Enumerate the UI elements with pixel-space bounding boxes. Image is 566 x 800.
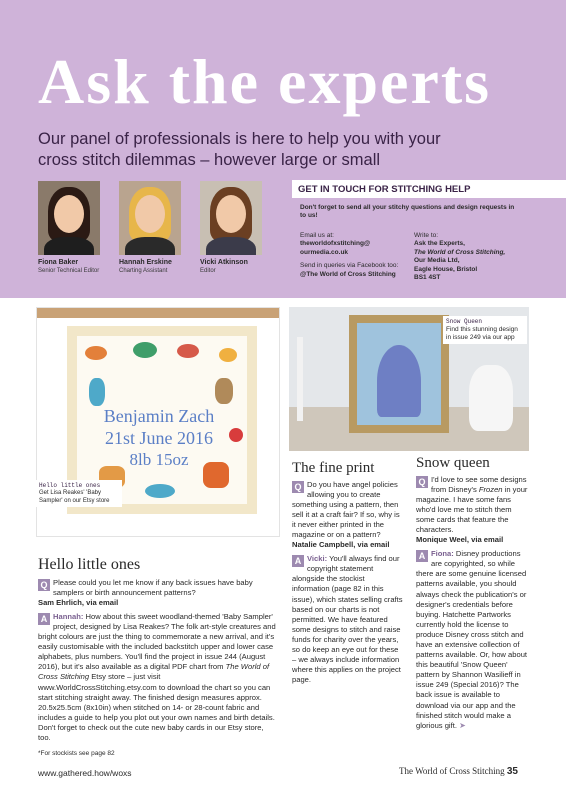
facebook-label: Send in queries via Facebook too:: [300, 262, 399, 270]
caption-text: Find this stunning design in issue 249 via our app: [446, 325, 518, 341]
question-block: [416, 475, 531, 536]
write-to: Ask the Experts,: [414, 240, 465, 248]
expert-name: Vicki Atkinson: [200, 259, 248, 266]
contact-intro: Don't forget to send all your stitchy questions and design requests in to us!: [300, 204, 515, 220]
expert-photo: [119, 181, 181, 255]
expert-role: Editor: [200, 268, 216, 274]
question-signature: Sam Ehrlich, via email: [38, 597, 119, 607]
answer-block: [416, 549, 531, 731]
answer-text: How about this sweet woodland-themed 'Baby Sampler' project, designed by Lisa Reakes? The folk art-style creatures and bright colours are just the thing to commemorate a new arrival, and it's easily customisable with the included backstitch upper and lower case alphabets, plus numbers. You'll find the project in issue 244 (August 2016), but it's also available as a digital PDF chart from: [38, 611, 276, 672]
question-text: I'd love to see some designs from Disney's: [431, 474, 527, 494]
question-film: Frozen: [478, 484, 503, 494]
hedgehog-motif: [145, 484, 175, 498]
facebook-handle[interactable]: @The World of Cross Stitching: [300, 270, 396, 278]
article-heading: The fine print: [292, 460, 375, 476]
email-address[interactable]: theworldofxstitching@ ourmedia.co.uk: [300, 240, 371, 256]
q-icon: Q: [292, 481, 304, 493]
expert-name: Hannah Erskine: [119, 259, 172, 266]
page-title: Ask the experts: [38, 46, 492, 117]
caption-hello: [36, 480, 122, 507]
answer-lead: Vicki:: [307, 554, 328, 564]
write-label: Write to:: [414, 232, 439, 239]
caption-text: Get Lisa Reakes' 'Baby Sampler' on our Etsy store: [39, 489, 110, 504]
answer-lead: Fiona:: [431, 549, 454, 559]
article-snow-queen: [416, 455, 531, 731]
fox-motif: [203, 462, 229, 488]
contact-postal: [414, 232, 554, 283]
page-subtitle: Our panel of professionals is here to help you with your cross stitch dilemmas – however large or small: [38, 130, 441, 170]
answer-block: [292, 554, 404, 685]
a-icon: A: [416, 550, 428, 562]
leaf-motif: [133, 342, 157, 358]
question-block: [38, 578, 276, 598]
bird-motif: [177, 344, 199, 358]
footer-url[interactable]: www.gathered.how/woxs: [38, 768, 132, 778]
answer-text: Disney productions are copyrighted, so while there are some genuine licensed patterns available, you should always check the publication's or designer's credentials before buying. Hatchette Partworks currently hold the license to produce Disney cross stitch and have an extensive collection of patterns available. Or, how about this beautiful 'Snow Queen' pattern by Shannon Wasilieff in issue 249 (Special 2016)? The back issue is available to download via our app and the finished stitch would make a glorious gift.: [416, 549, 528, 730]
expert-photo: [38, 181, 100, 255]
footer-magazine: [399, 766, 518, 777]
expert-name: Fiona Baker: [38, 259, 79, 266]
answer-block: [38, 612, 276, 743]
rabbit-motif: [89, 378, 105, 406]
address-line: Our Media Ltd,: [414, 257, 460, 265]
answer-lead: Hannah:: [53, 611, 84, 621]
contact-online: [300, 232, 408, 279]
q-icon: Q: [38, 579, 50, 591]
sampler-weight: 8lb 15oz: [129, 450, 189, 469]
address-line: BS1 4ST: [414, 274, 441, 282]
snow-queen-figure: [377, 345, 421, 417]
contact-box: [292, 180, 566, 290]
question-text: Do you have angel policies allowing you to create something using a pattern, then sell it at a craft fair? If so, why is it never either printed in the magazine or on a pattern?: [292, 479, 400, 539]
expert-vicki: [200, 181, 292, 274]
expert-role: Senior Technical Editor: [38, 268, 100, 274]
question-signature: Natalie Campbell, via email: [292, 540, 390, 550]
article-fine-print: [292, 460, 404, 685]
caption-title: Snow Queen: [446, 318, 483, 325]
contact-heading: GET IN TOUCH FOR STITCHING HELP: [292, 180, 566, 198]
leaf-motif: [85, 346, 107, 360]
owl-motif: [215, 378, 233, 404]
email-label: Email us at:: [300, 232, 334, 239]
address-line: Eagle House, Bristol: [414, 265, 478, 273]
caption-title: Hello little ones: [39, 482, 101, 489]
white-jug: [469, 365, 513, 431]
question-signature: Monique Weel, via email: [416, 535, 504, 545]
magazine-name: The World of Cross Stitching,: [414, 248, 506, 256]
q-icon: Q: [416, 476, 428, 488]
mushroom-motif: [229, 428, 243, 442]
expert-photo: [200, 181, 262, 255]
flower-motif: [219, 348, 237, 362]
footer-magazine-name: The World of Cross Stitching: [399, 766, 505, 776]
answer-magazine: The World of Cross Stitching: [38, 662, 270, 682]
candle: [297, 337, 303, 421]
article-heading: Hello little ones: [38, 556, 141, 573]
answer-text: You'll always find our copyright statement alongside the stockist information (page 82 in this issue), which states selling crafts based on our charts is not permitted. We have featured some designs to stitch and raise funds for charity over the years, so do keep an eye out for these – we always include information where this applies on the project page.: [292, 554, 403, 685]
stockists-note: *For stockists see page 82: [38, 750, 115, 757]
continue-arrow-icon: ➤: [459, 720, 466, 730]
expert-fiona: [38, 181, 130, 274]
article-hello: [38, 556, 276, 743]
hanging-rod: [37, 308, 280, 318]
article-heading: Snow queen: [416, 455, 490, 471]
expert-hannah: [119, 181, 211, 274]
question-text: Please could you let me know if any back issues have baby samplers or birth announcement patterns?: [53, 577, 253, 597]
expert-role: Charting Assistant: [119, 268, 168, 274]
page-number: 35: [506, 766, 518, 777]
a-icon: A: [38, 613, 50, 625]
sampler-date: 21st June 2016: [105, 428, 213, 448]
sampler-name: Benjamin Zach: [103, 406, 215, 426]
question-block: [292, 480, 404, 541]
a-icon: A: [292, 555, 304, 567]
answer-text-cont: Etsy store – just visit www.WorldCrossStitching.etsy.com to download the chart so you can start stitching straight away. The finished design measures approx. 20.5x25.5cm (8x10in) when stitched on 14- or 28-count fabric and includes a guide to help you plot out your own names and birth details. Don't forget to check out the cute new baby cards in our Etsy store, too.: [38, 672, 275, 742]
question-text-cont: in your magazine. I have some fans who'd love me to stitch them some cards that feature the characters.: [416, 484, 528, 534]
caption-snow: [443, 316, 527, 344]
